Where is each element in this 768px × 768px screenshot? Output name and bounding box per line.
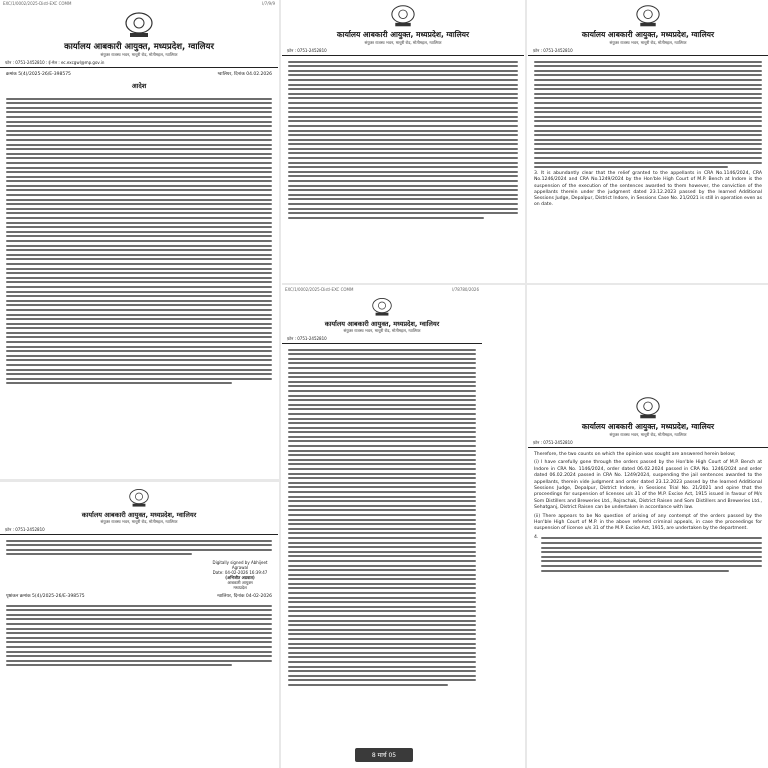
document-page-5 (282, 286, 482, 768)
contact-line (0, 59, 278, 68)
contact-line (282, 335, 482, 344)
phone-number: फ़ोन : 0751-2452810 (287, 336, 327, 341)
order-body-text (0, 93, 278, 389)
file-reference: EXC/1/0002/2025-Distl-EXC COMM (3, 1, 72, 6)
signature-date: Date: 04-02-2026 16:39:47 (212, 569, 268, 575)
office-title: कार्यालय आबकारी आयुक्त, मध्यप्रदेश, ग्वालियर (336, 30, 470, 39)
phone-number: फ़ोन : 0751-2452810 (533, 48, 573, 53)
phone-email: फोन : 0751-2452810 : ई-मेल : ec.excgwl@mp.gov.in (5, 60, 105, 65)
page-divider (0, 479, 279, 482)
office-title: कार्यालय आबकारी आयुक्त, मध्यप्रदेश, ग्वालियर (581, 30, 715, 39)
order-ref-line (0, 68, 278, 78)
paragraph-number: 4. (534, 534, 539, 540)
document-page-4 (0, 484, 278, 768)
contact-line (0, 526, 278, 535)
page-4-body-text (0, 535, 278, 560)
document-page-3 (528, 0, 768, 282)
opinion-point-2: (ii) There appears to be No question of arising of any contempt of the orders passed by the Hon'ble High Court of M.P. in the above referred criminal appeals, in case the proceedings for suspension of license u/s 31 of the M.P. Excise Act, 1915, are undertaken by the department. (534, 513, 762, 532)
state-emblem-icon (126, 488, 152, 508)
office-address: संयुक्त राजस्व भवन, माधुरी रोड, मोतीमहल, ग्वालियर (100, 52, 178, 57)
office-address: संयुक्त राजस्व भवन, माधुरी रोड, मोतीमहल, ग्वालियर (100, 519, 178, 524)
page-divider (279, 0, 281, 768)
signatory-state: मध्यप्रदेश (233, 584, 247, 590)
phone-number: फ़ोन : 0751-2452810 (5, 527, 45, 532)
contact-line (528, 439, 768, 448)
contact-line (282, 47, 524, 56)
document-page-7 (528, 286, 768, 768)
page-header-strip (282, 286, 482, 293)
page-3-body-text (528, 56, 768, 210)
page-5-body-text (282, 344, 482, 691)
order-number: क्रमांक 5(4)/2025-26/E-398575 (6, 72, 71, 77)
state-emblem-icon (122, 11, 156, 39)
page-counter-badge: 8 मार्च 05 (355, 748, 413, 762)
page-divider (525, 0, 527, 768)
signatory-title: आबकारी आयुक्त (227, 579, 253, 585)
file-number: I/7/9/9 (262, 1, 275, 6)
page-2-body-text (282, 56, 524, 223)
order-date: ग्वालियर, दिनांक 04.02.2026 (217, 72, 272, 77)
page-header-strip (0, 0, 278, 7)
state-emblem-icon (633, 396, 663, 420)
file-number: I/78780/2026 (452, 287, 479, 292)
digital-signature-block (210, 560, 270, 590)
document-page-2 (282, 0, 524, 282)
office-title: कार्यालय आबकारी आयुक्त, मध्यप्रदेश, ग्वालियर (324, 320, 440, 328)
office-address: संयुक्त राजस्व भवन, माधुरी रोड, मोतीमहल, ग्वालियर (609, 432, 687, 437)
opinion-point-1: (i) I have carefully gone through the orders passed by the Hon'ble High Court of M.P. Bench at Indore in CRA No. 1146/2024, order dated 06.02.2024 passed in CRA No. 1246/2024 and order dated 06.02.2024 passed in CRA No. 1249/2024, suspending the jail sentences awarded to the appellants, therein vide judgment and order dated 23.12.2023 passed by the learned Additional Sessions Judge, Depalpur, District Indore, in Sessions Trial No. 21/2021 and opine that the proceedings for suspension of licenses u/s 31 of the M.P. Excise Act, 1915 issued in favour of M/s Som Distillers and Breweries Ltd., Rojrachak, District Raisen and Som Distillers and Breweries Ltd., Sehatganj, District Raisen can be undertaken in accordance with law. (534, 460, 762, 511)
phone-number: फ़ोन : 0751-2452810 (533, 440, 573, 445)
office-address: संयुक्त राजस्व भवन, माधुरी रोड, मोतीमहल, ग्वालियर (609, 40, 687, 45)
document-page-1 (0, 0, 278, 476)
phone-number: फ़ोन : 0751-2452810 (287, 48, 327, 53)
opinion-intro: Therefore, the two counts on which the opinion was sought are answered herein below; (534, 452, 736, 457)
state-emblem-icon (633, 4, 663, 28)
state-emblem-icon (388, 4, 418, 28)
endorsement-ref-line (0, 590, 278, 600)
document-page-6 (486, 286, 526, 768)
page-divider (282, 283, 768, 285)
opinion-english-text (528, 448, 768, 576)
office-address: संयुक्त राजस्व भवन, माधुरी रोड, मोतीमहल, ग्वालियर (343, 328, 421, 333)
signatory-name: (अभिजीत अग्रवाल) (225, 574, 255, 580)
office-title: कार्यालय आबकारी आयुक्त, मध्यप्रदेश, ग्वालियर (64, 42, 214, 52)
english-para-3: 3. It is abundantly clear that the relief granted to the appellants in CRA No.1146/2024, CRA No.1246/2024 and CRA No.1249/2024 by the Hon'ble High Court of M.P. Bench at Indore is the suspension of the execution of the sentences awarded to them however, the conviction of the appellants therein under the judgment dated 23.12.2023 passed by the learned Additional Sessions Judge, Depalpur, District Indore, in Sessions Case No. 21/2021 is still in operation even as on date. (534, 171, 762, 208)
file-reference: EXC/1/0002/2025-Distl-EXC COMM (285, 287, 354, 292)
endorsement-number: पृष्ठांकन क्रमांक 5(4)/2025-26/E-398575 (6, 593, 85, 599)
endorsement-list (0, 600, 278, 671)
state-emblem-icon (369, 297, 395, 317)
endorsement-date: ग्वालियर, दिनांक 04-02-2026 (217, 593, 272, 599)
order-heading: आदेश (131, 82, 147, 90)
office-title: कार्यालय आबकारी आयुक्त, मध्यप्रदेश, ग्वालियर (581, 422, 715, 431)
signature-digital: Digitally signed by Abhijeet Agrawal (212, 559, 268, 570)
office-title: कार्यालय आबकारी आयुक्त, मध्यप्रदेश, ग्वालियर (81, 511, 197, 519)
office-address: संयुक्त राजस्व भवन, माधुरी रोड, मोतीमहल, ग्वालियर (364, 40, 442, 45)
contact-line (528, 47, 768, 56)
